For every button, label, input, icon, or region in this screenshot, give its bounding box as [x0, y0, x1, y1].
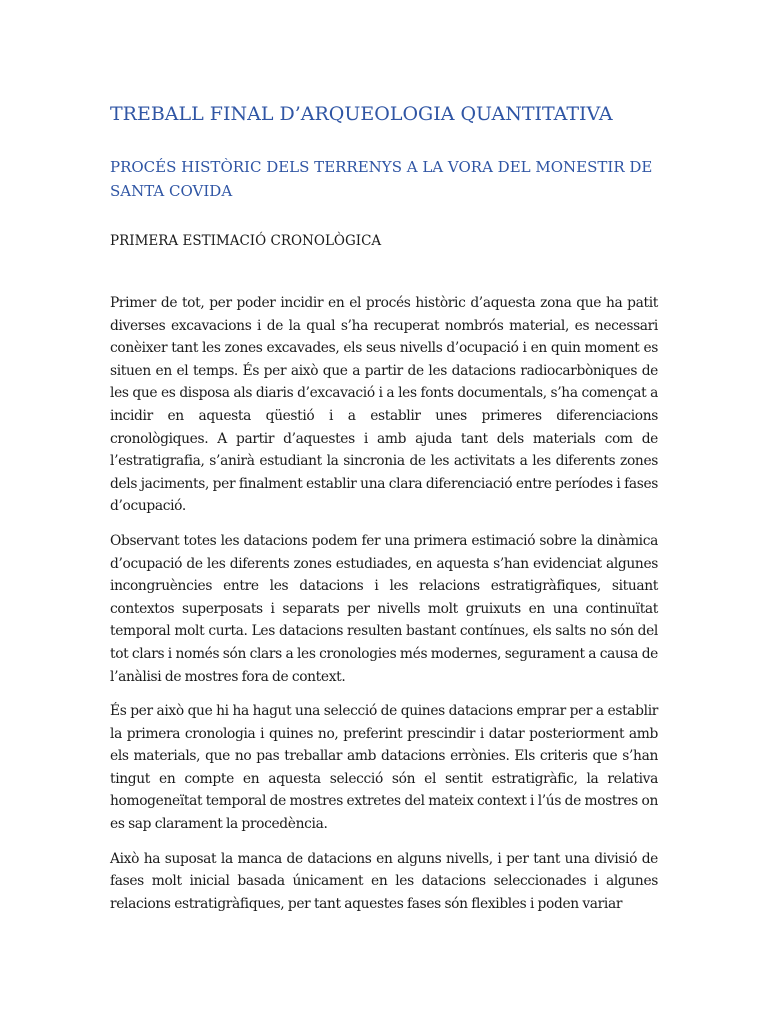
- document-title: TREBALL FINAL D’ARQUEOLOGIA QUANTITATIVA: [110, 103, 613, 125]
- section-heading: PRIMERA ESTIMACIÓ CRONOLÒGICA: [110, 233, 382, 249]
- paragraph-1: Primer de tot, per poder incidir en el procés històric d’aquesta zona que ha patit diverses excavacions i de la qual s’ha recuperat nombrós material, es necessari conèixer tant les zones excavades, els seus nivells d’ocupació i en quin moment es situen en el temps. És per això que a partir de les datacions radiocarbòniques de les que es disposa als diaris d’excavació i a les fonts documentals, s’ha començat a incidir en aquesta qüestió i a establir unes primeres diferenciacions cronològiques. A partir d’aquestes i amb ajuda tant dels materials com de l’estratigrafia, s’anirà estudiant la sincronia de les activitats a les diferents zones dels jaciments, per finalment establir una clara diferenciació entre períodes i fases d’ocupació.: [110, 295, 658, 515]
- paragraph-4: Això ha suposat la manca de datacions en alguns nivells, i per tant una divisió de fases molt inicial basada únicament en les datacions seleccionades i algunes relacions estratigràfiques, per tant aquestes fases són flexibles i poden variar: [110, 850, 658, 912]
- document-subtitle: PROCÉS HISTÒRIC DELS TERRENYS A LA VORA DEL MONESTIR DE SANTA COVIDA: [110, 158, 653, 200]
- paragraph-2: Observant totes les datacions podem fer una primera estimació sobre la dinàmica d’ocupació de les diferents zones estudiades, en aquesta s’han evidenciat algunes incongruències entre les datacions i les relacions estratigràfiques, situant contextos superposats i separats per nivells molt gruixuts en una continuïtat temporal molt curta. Les datacions resulten bastant contínues, els salts no són del tot clars i només són clars a les cronologies més modernes, segurament a causa de l’anàlisi de mostres fora de context.: [110, 532, 658, 685]
- paragraph-3: És per això que hi ha hagut una selecció de quines datacions emprar per a establir la primera cronologia i quines no, preferint prescindir i datar posteriorment amb els materials, que no pas treballar amb datacions errònies. Els criteris que s’han tingut en compte en aquesta selecció són el sentit estratigràfic, la relativa homogeneïtat temporal de mostres extretes del mateix context i l’ús de mostres on es sap clarament la procedència.: [110, 703, 658, 833]
- body-text: [110, 292, 658, 927]
